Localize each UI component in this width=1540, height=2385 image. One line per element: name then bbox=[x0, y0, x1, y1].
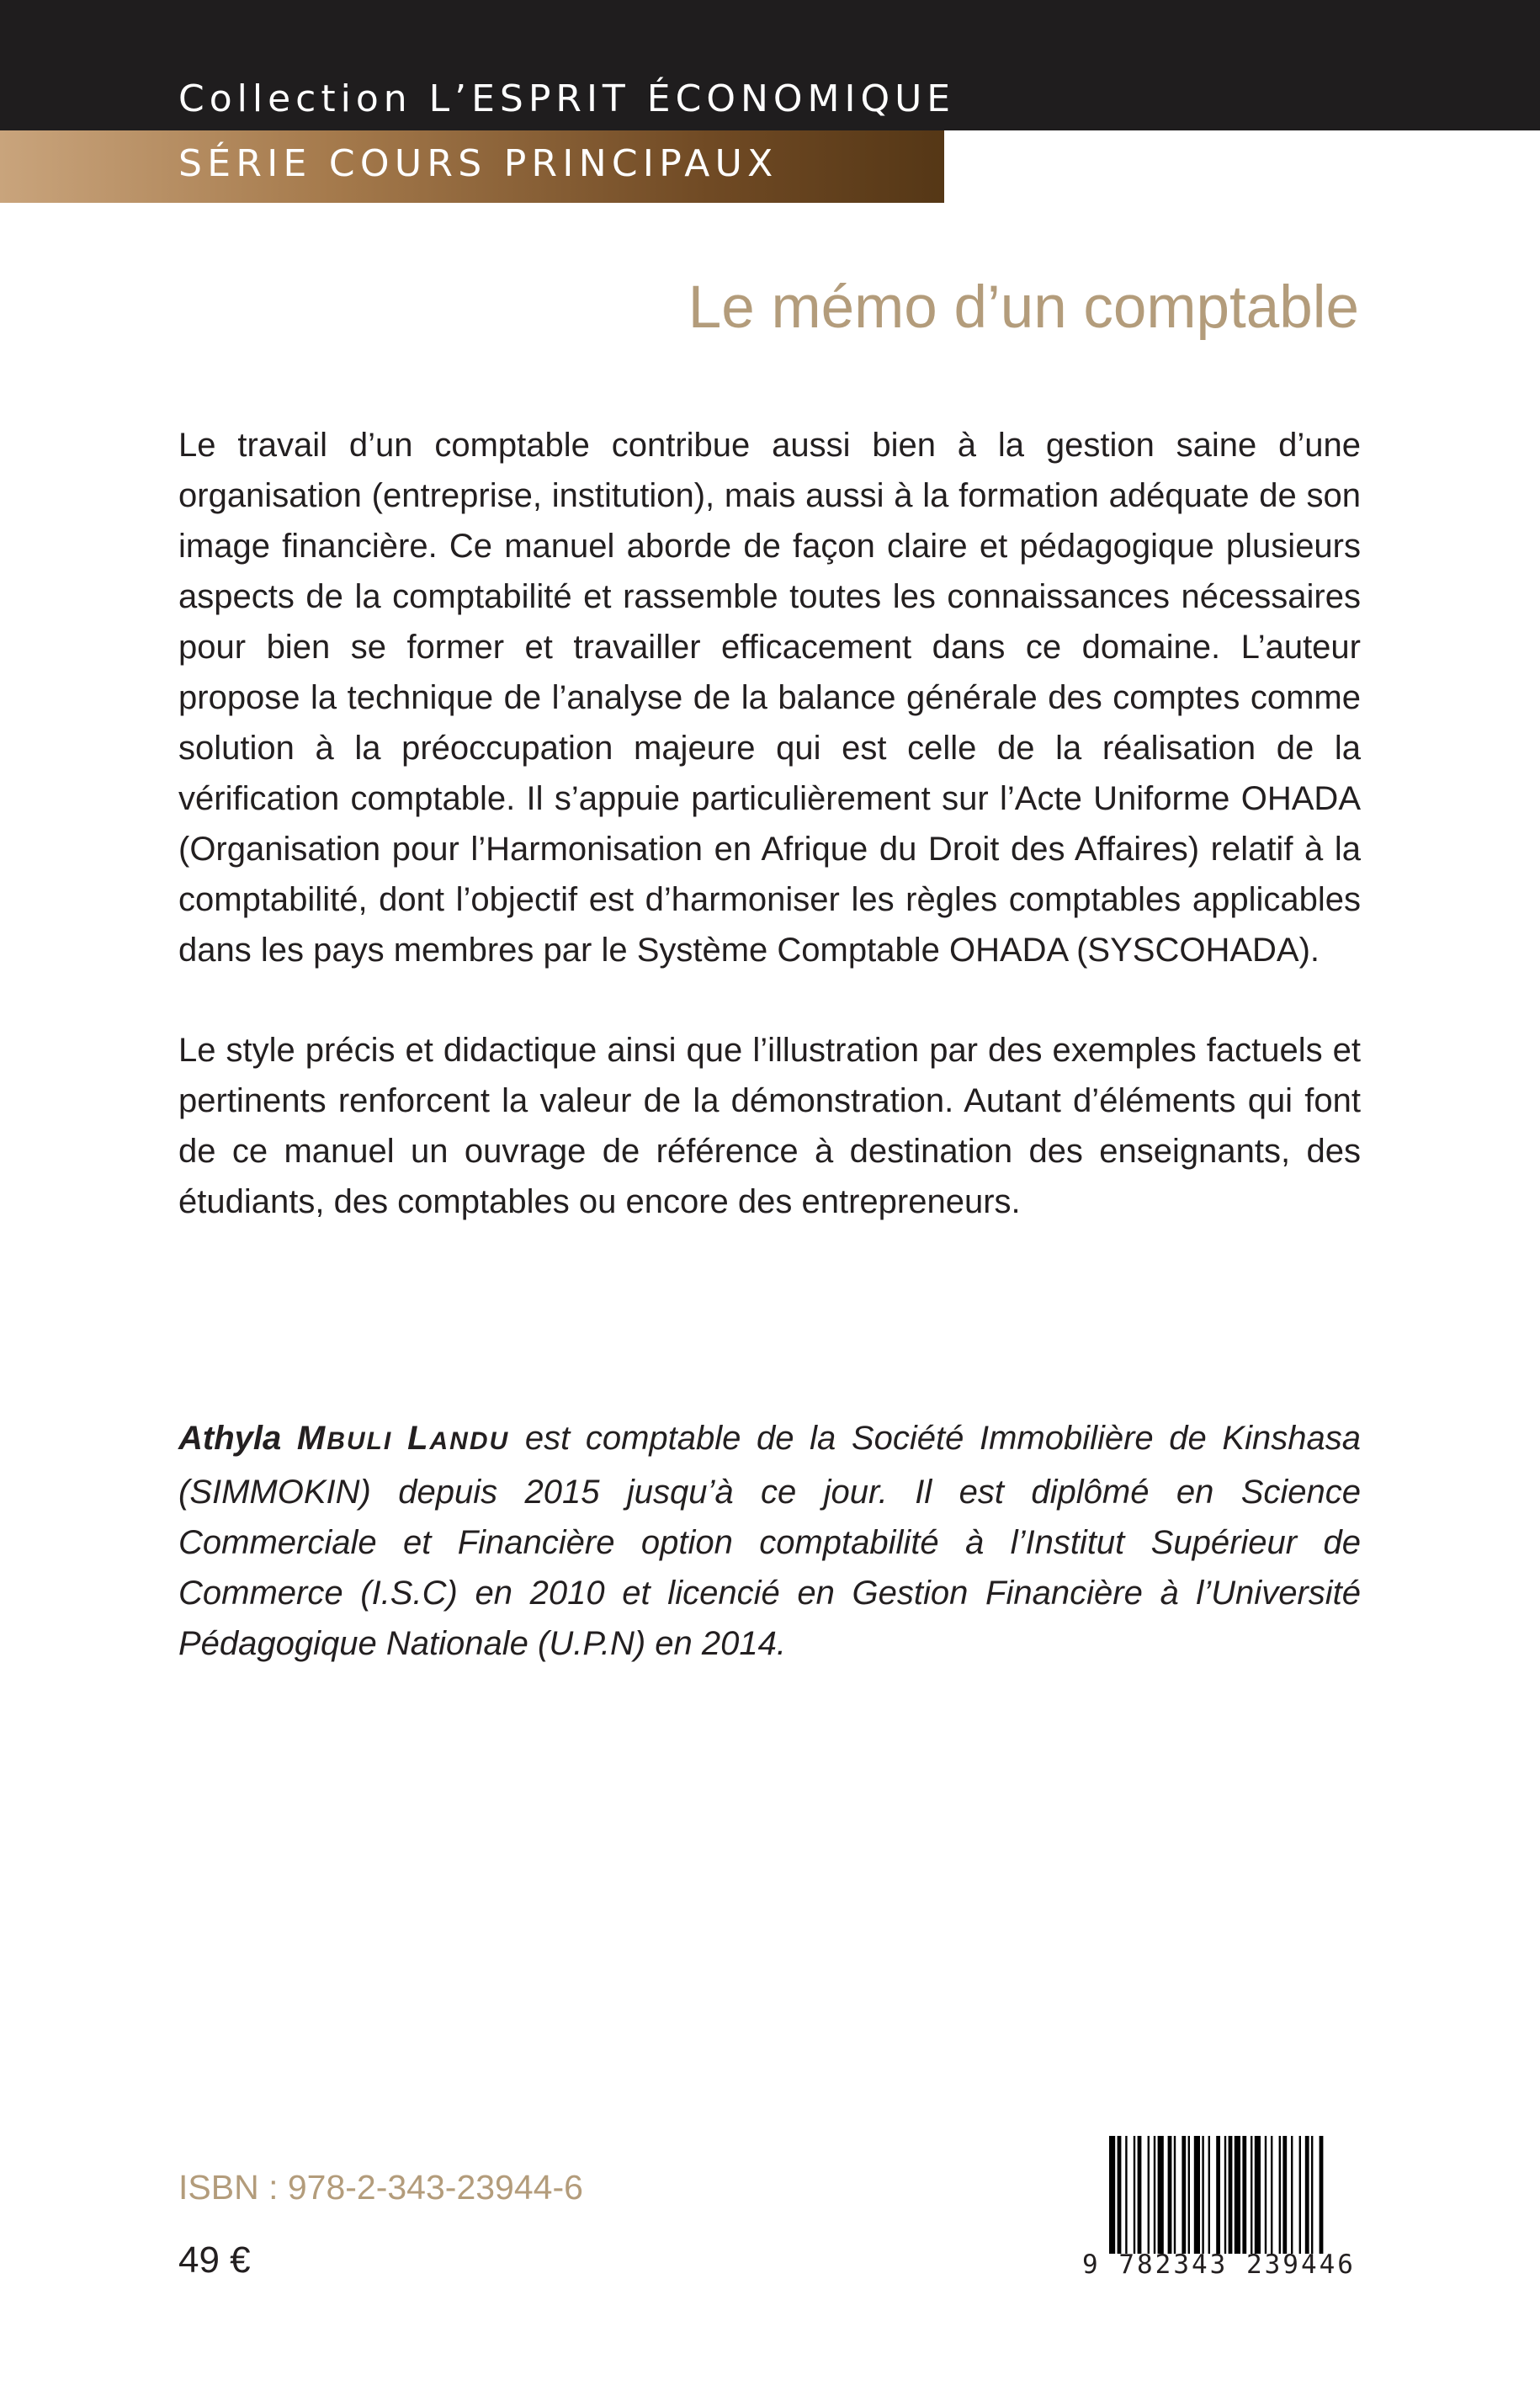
isbn: ISBN : 978-2-343-23944-6 bbox=[178, 2168, 583, 2207]
collection-label: Collection L’ESPRIT ÉCONOMIQUE bbox=[178, 77, 956, 120]
barcode-digits: 9 782343 239446 bbox=[1082, 2250, 1356, 2280]
series-label: SÉRIE COURS PRINCIPAUX bbox=[178, 142, 778, 185]
blurb-paragraph-2: Le style précis et didactique ainsi que l’illustration par des exemples factuels et pertinents renforcent la valeur de la démonstration. Autant d’éléments qui font de ce manuel un ouvrage de référence à destination des enseignants, des étudiants, des comptables ou encore des entrepreneurs. bbox=[178, 1032, 1361, 1220]
author-bio bbox=[178, 1413, 1361, 1669]
barcode-bars bbox=[1097, 2129, 1367, 2255]
book-title: Le mémo d’un comptable bbox=[688, 274, 1359, 341]
author-first-name: Athyla bbox=[178, 1420, 282, 1457]
blurb-paragraph-1: Le travail d’un comptable contribue aussi bien à la gestion saine d’une organisation (entreprise, institution), mais aussi à la formation adéquate de son image financière. Ce manuel aborde de façon claire et pédagogique plusieurs aspects de la comptabilité et rassemble toutes les connaissances nécessaires pour bien se former et travailler efficacement dans ce domaine. L’auteur propose la technique de l’analyse de la balance générale des comptes comme solution à la préoccupation majeure qui est celle de la réalisation de la vérification comptable. Il s’appuie particulièrement sur l’Acte Uniforme OHADA (Organisation pour l’Harmonisation en Afrique du Droit des Affaires) relatif à la comptabilité, dont l’objectif est d’harmoniser les règles comptables applicables dans les pays membres par le Système Comptable OHADA (SYSCOHADA). bbox=[178, 427, 1361, 969]
author-bio-text: est comptable de la Société Immobilière de Kinshasa (SIMMOKIN) depuis 2015 jusqu’à ce jour. Il est diplômé en Science Commerciale et Financière option comptabilité à l’Institut Supérieur de Commerce (I.S.C) en 2010 et licencié en Gestion Financière à l’Université Pédagogique Nationale (U.P.N) en 2014. bbox=[178, 1420, 1361, 1662]
author-last-name: MBULI LANDU bbox=[296, 1420, 510, 1457]
price: 49 € bbox=[178, 2239, 251, 2281]
author-name bbox=[178, 1420, 509, 1457]
